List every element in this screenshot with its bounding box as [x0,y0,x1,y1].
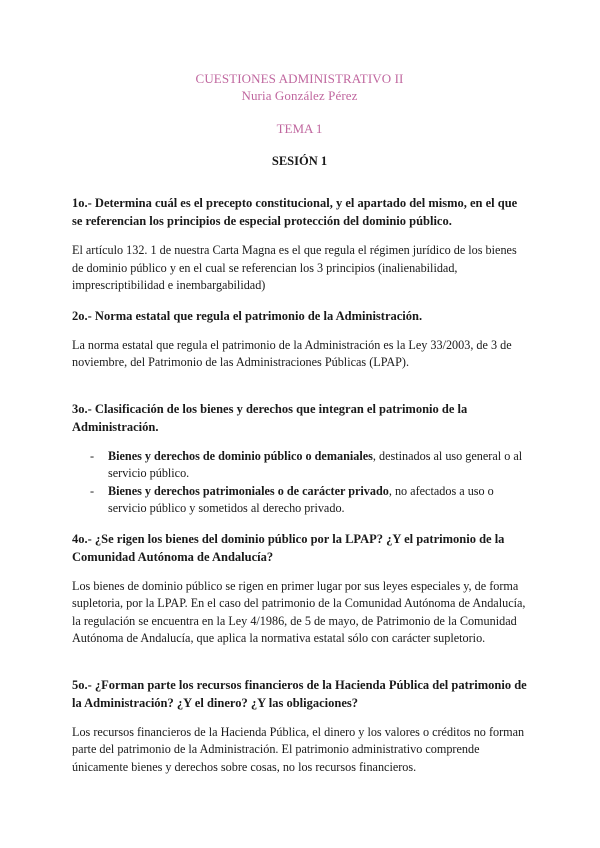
answer-2: La norma estatal que regula el patrimonio de la Administración es la Ley 33/2003, de 3 de noviembre, del Patrimonio de las Administraciones Públicas (LPAP). [72,337,512,369]
classification-list [72,448,527,518]
list-item-term: Bienes y derechos patrimoniales o de carácter privado [108,483,389,498]
tema-heading: TEMA 1 [276,121,323,136]
answer-1: El artículo 132. 1 de nuestra Carta Magna es el que regula el régimen jurídico de los bienes de dominio público y en el cual se referencian los 3 principios (inalienabilidad, imprescriptibilidad e inembargabilidad) [72,243,517,292]
question-4: 4o.- ¿Se rigen los bienes del dominio público por la LPAP? ¿Y el patrimonio de la Comunidad Autónoma de Andalucía? [72,531,505,564]
sesion-heading: SESIÓN 1 [271,154,328,168]
document-title: CUESTIONES ADMINISTRATIVO II [195,71,404,86]
document-author: Nuria González Pérez [241,88,358,103]
answer-4: Los bienes de dominio público se rigen en primer lugar por sus leyes especiales y, de forma supletoria, por la LPAP. En el caso del patrimonio de la Comunidad Autónoma de Andalucía, la regulación se encuentra en la Ley 4/1986, de 5 de mayo, de Patrimonio de la Comunidad Autónoma de Andalucía, que aplica la normativa estatal sólo con carácter supletorio. [72,578,526,645]
bullet-dash: - [90,483,95,498]
bullet-dash: - [90,448,95,463]
question-1: 1o.- Determina cuál es el precepto constitucional, y el apartado del mismo, en el que se referencian los principios de especial protección del dominio público. [72,196,518,228]
list-item-desc: , no afectados a uso o servicio público y sometidos al derecho privado. [108,483,494,515]
question-2: 2o.- Norma estatal que regula el patrimonio de la Administración. [72,308,423,323]
list-item-desc: , destinados al uso general o al servicio público. [108,448,523,480]
document-page [72,70,527,776]
question-3: 3o.- Clasificación de los bienes y derechos que integran el patrimonio de la Administración. [72,401,468,434]
question-5: 5o.- ¿Forman parte los recursos financieros de la Hacienda Pública del patrimonio de la Administración? ¿Y el dinero? ¿Y las obligaciones? [72,677,527,710]
answer-5: Los recursos financieros de la Hacienda Pública, el dinero y los valores o créditos no forman parte del patrimonio de la Administración. El patrimonio administrativo comprende únicamente bienes y derechos sobre cosas, no los recursos financieros. [72,724,525,774]
list-item-term: Bienes y derechos de dominio público o demaniales [108,448,373,463]
list-item [90,483,527,518]
list-item [90,448,527,483]
